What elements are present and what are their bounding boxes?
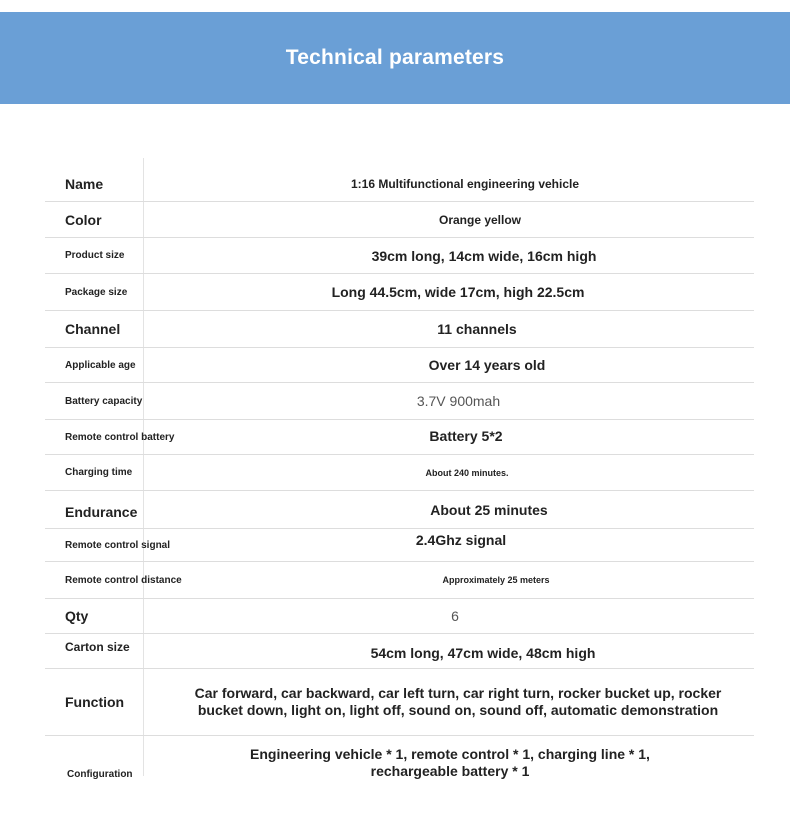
row-value: 2.4Ghz signal xyxy=(415,532,507,548)
row-label: Applicable age xyxy=(65,359,136,371)
row-label: Charging time xyxy=(65,467,133,478)
table-row xyxy=(45,669,754,736)
row-value: 11 channels xyxy=(437,321,517,337)
table-row xyxy=(45,529,754,562)
row-value: Car forward, car backward, car left turn, car right turn, rocker bucket up, rocker bucket down, light on, light off, sound on, sound off, automatic demonstration xyxy=(194,685,722,718)
row-value: 6 xyxy=(451,608,459,624)
row-value: Over 14 years old xyxy=(428,357,546,373)
table-row xyxy=(45,311,754,348)
row-label: Endurance xyxy=(65,503,138,520)
table-row xyxy=(45,274,754,311)
row-label: Remote control signal xyxy=(65,539,171,551)
table-row xyxy=(45,634,754,669)
row-label: Channel xyxy=(65,321,121,337)
row-label: Battery capacity xyxy=(65,395,143,407)
row-value: 39cm long, 14cm wide, 16cm high xyxy=(371,247,597,264)
table-row xyxy=(45,348,754,383)
table-row xyxy=(45,736,754,800)
row-value: 3.7V 900mah xyxy=(416,393,501,409)
row-value: Long 44.5cm, wide 17cm, high 22.5cm xyxy=(331,284,585,300)
table-row xyxy=(45,383,754,420)
table-row xyxy=(45,455,754,491)
table-row xyxy=(45,202,754,238)
row-value: 54cm long, 47cm wide, 48cm high xyxy=(370,645,596,661)
row-label: Package size xyxy=(65,286,128,298)
row-value: About 25 minutes xyxy=(430,501,548,518)
table-row xyxy=(45,420,754,455)
row-label: Name xyxy=(65,175,104,192)
table-row xyxy=(45,166,754,202)
page-title: Technical parameters xyxy=(285,46,505,69)
row-label: Qty xyxy=(65,608,89,624)
table-row xyxy=(45,599,754,634)
row-label: Function xyxy=(65,694,125,710)
row-label: Color xyxy=(65,211,102,228)
header-banner xyxy=(0,12,790,104)
row-value: About 240 minutes. xyxy=(425,467,509,478)
row-label: Remote control battery xyxy=(65,431,175,443)
table-row xyxy=(45,238,754,274)
row-label: Product size xyxy=(65,250,125,261)
table-row xyxy=(45,491,754,529)
row-label: Remote control distance xyxy=(65,574,182,586)
table-row xyxy=(45,562,754,599)
row-value: Orange yellow xyxy=(438,212,522,227)
row-value: Approximately 25 meters xyxy=(442,575,550,585)
row-label: Configuration xyxy=(67,769,133,780)
row-label: Carton size xyxy=(65,640,130,654)
row-value: Battery 5*2 xyxy=(429,428,503,444)
row-value: Engineering vehicle * 1, remote control * 1, charging line * 1, rechargeable battery * 1 xyxy=(250,746,650,779)
row-value: 1:16 Multifunctional engineering vehicle xyxy=(350,176,580,191)
